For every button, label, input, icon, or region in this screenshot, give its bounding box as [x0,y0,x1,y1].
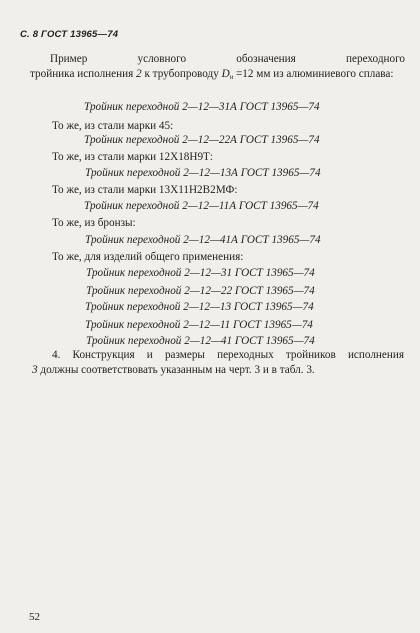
clause-4-paragraph [32,348,404,378]
intro-variant: 2 [136,68,142,80]
designation-line: Тройник переходной 2—12—31А ГОСТ 13965—74 [84,101,320,113]
clause-4-text: должны соответствовать указанным на черт. 3 и в табл. 3. [37,364,315,376]
designation-line: Тройник переходной 2—12—11А ГОСТ 13965—74 [84,200,319,212]
page-header: С. 8 ГОСТ 13965—74 [20,29,119,40]
diameter-subscript: н [229,73,234,81]
intro-line-1: Пример условного обозначения переходного [50,53,405,65]
clause-4-line-1: 4. Конструкция и размеры переходных тройников исполнения [52,349,404,361]
material-line: То же, из стали марки 13Х11Н2В2МФ: [52,184,238,196]
material-line: То же, из бронзы: [52,217,136,229]
designation-line: Тройник переходной 2—12—11 ГОСТ 13965—74 [85,319,313,331]
designation-line: Тройник переходной 2—12—41А ГОСТ 13965—74 [85,234,321,246]
intro-text-c: =12 мм из алюминиевого сплава: [233,68,394,80]
material-line: То же, для изделий общего применения: [52,251,244,263]
clause-4-variant: 3 [32,364,38,376]
intro-text-a: тройника исполнения [30,68,137,80]
intro-text-b: к трубопроводу [141,68,222,80]
intro-paragraph [30,52,405,85]
diameter-symbol: D [221,68,230,80]
designation-line: Тройник переходной 2—12—41 ГОСТ 13965—74 [86,335,315,347]
designation-line: Тройник переходной 2—12—31 ГОСТ 13965—74 [86,267,315,279]
designation-line: Тройник переходной 2—12—22А ГОСТ 13965—74 [84,134,320,146]
designation-line: Тройник переходной 2—12—22 ГОСТ 13965—74 [86,285,315,297]
page-number: 52 [29,611,40,623]
designation-line: Тройник переходной 2—12—13А ГОСТ 13965—74 [85,167,321,179]
material-line: То же, из стали марки 45: [52,120,174,132]
designation-line: Тройник переходной 2—12—13 ГОСТ 13965—74 [85,301,314,313]
material-line: То же, из стали марки 12Х18Н9Т: [52,151,213,163]
